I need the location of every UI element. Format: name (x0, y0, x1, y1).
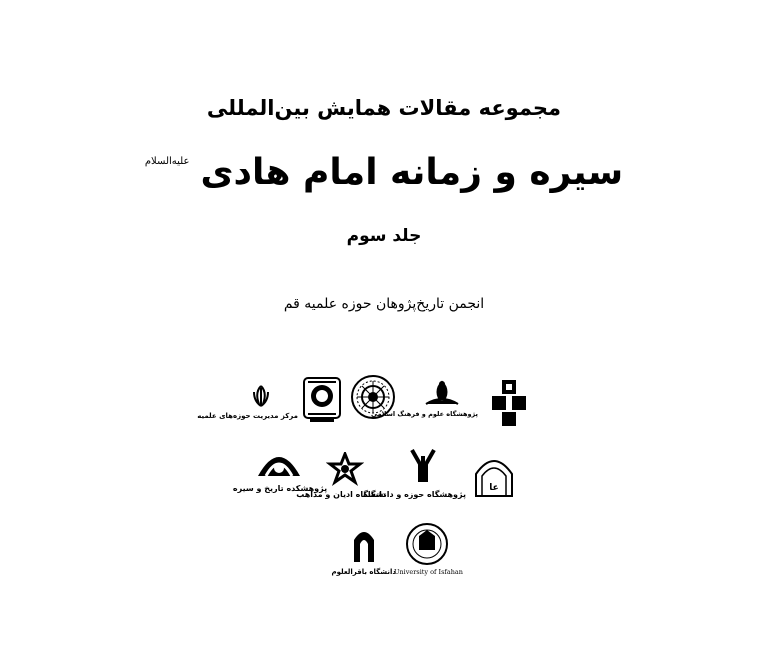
baqir-emblem-icon (350, 522, 378, 564)
iran-emblem-icon (250, 384, 272, 408)
jameat-mostafa-logo (488, 378, 528, 428)
university-seal-icon (404, 522, 450, 566)
title-row (0, 152, 768, 193)
series-title: مجموعه مقالات همایش بین‌المللی (206, 96, 562, 120)
pajoheshgah-olum-logo (422, 380, 462, 406)
sponsor-logos-panel (197, 364, 538, 582)
logo-caption-isfahan: University of Isfahan (394, 568, 463, 576)
logo-caption-hozeh: پژوهشگاه حوزه و دانشگاه (363, 490, 466, 499)
portrait-emblem-icon (302, 376, 342, 424)
baqir-al-olum-logo (350, 522, 378, 564)
daneshgah-adyan-logo (326, 452, 364, 488)
emblem-portrait-logo (302, 376, 342, 424)
iran-emblem-logo (250, 384, 272, 408)
isfahan-university-logo (404, 522, 450, 566)
book-leaf-icon (422, 380, 462, 406)
jameat-zahra-logo (470, 452, 518, 498)
logo-caption-olum: پژوهشگاه علوم و فرهنگ اسلامی (371, 410, 478, 418)
mostafa-emblem-icon (488, 378, 528, 428)
honorific-mark: علیه‌السلام (144, 156, 190, 167)
volume-label: جلد سوم (346, 226, 422, 246)
dome-emblem-icon (470, 452, 518, 498)
svg-text:عا: عا (489, 483, 499, 493)
star-knot-icon (326, 452, 364, 488)
main-title: سیره و زمانه امام هادی (200, 152, 624, 193)
arch-emblem-icon (256, 446, 302, 480)
logo-caption-adyan: دانشگاه ادیان و مذاهب (296, 490, 386, 499)
publisher-line: انجمن تاریخ‌پژوهان حوزه علمیه قم (283, 296, 485, 312)
pajoheshgah-tarikh-logo (256, 446, 302, 480)
logo-caption-tarikh: پژوهشکده تاریخ و سیره (232, 484, 328, 493)
tulip-emblem-icon (408, 448, 438, 484)
pajoheshgah-hozeh-logo (408, 448, 438, 484)
logo-caption-baqir: دانشگاه باقرالعلوم (331, 568, 396, 576)
logo-caption-markaz: مرکز مدیریت حوزه‌های علمیه (197, 412, 298, 420)
